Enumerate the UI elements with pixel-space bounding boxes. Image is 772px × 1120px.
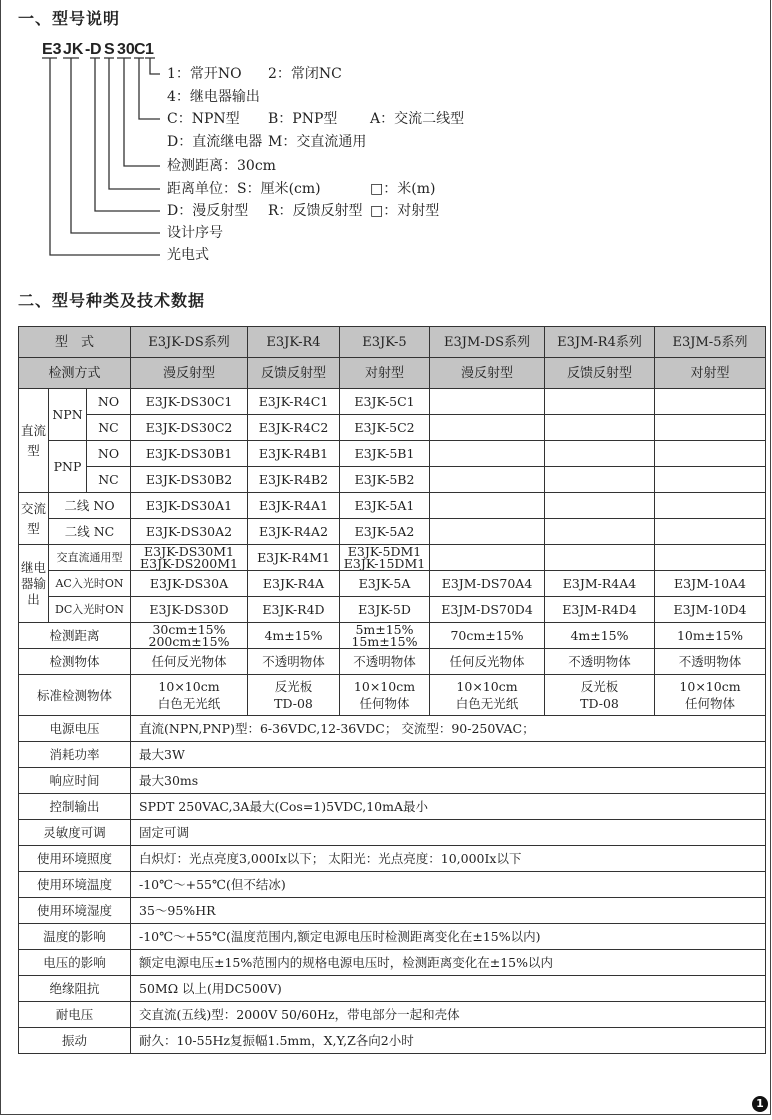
method-row xyxy=(19,358,766,389)
table-cell: 10×10cm 白色无光纸 xyxy=(430,675,545,716)
table-cell xyxy=(545,441,655,467)
table-cell: 不透明物体 xyxy=(655,649,766,675)
table-cell: NO xyxy=(87,389,131,415)
model-code-description: D：直流继电器 xyxy=(167,134,263,150)
table-cell: 标准检测物体 xyxy=(19,675,131,716)
spec-label: 电源电压 xyxy=(19,716,131,742)
table-cell xyxy=(545,493,655,519)
table-cell: 30cm±15% 200cm±15% xyxy=(131,623,248,649)
column-header: 对射型 xyxy=(340,358,430,389)
model-code-segment: 30 xyxy=(117,41,135,58)
table-cell: E3JK-R4C2 xyxy=(248,415,340,441)
spec-value: 最大3W xyxy=(131,742,766,768)
table-row xyxy=(19,415,766,441)
table-cell: E3JM-DS70D4 xyxy=(430,597,545,623)
table-row xyxy=(19,571,766,597)
table-cell: E3JK-5A xyxy=(340,571,430,597)
table-cell xyxy=(655,545,766,571)
column-header: 检测方式 xyxy=(19,358,131,389)
column-header: E3JM-5系列 xyxy=(655,327,766,358)
spec-label: 耐电压 xyxy=(19,1002,131,1028)
table-row xyxy=(19,820,766,846)
spec-value: -10℃～+55℃(温度范围内,额定电源电压时检测距离变化在±15%以内) xyxy=(131,924,766,950)
model-code-description: □：对射型 xyxy=(370,203,440,219)
table-row xyxy=(19,1002,766,1028)
table-cell: E3JK-R4C1 xyxy=(248,389,340,415)
table-cell: E3JK-5C1 xyxy=(340,389,430,415)
table-row xyxy=(19,742,766,768)
table-row xyxy=(19,441,766,467)
table-cell: 任何反光物体 xyxy=(430,649,545,675)
spec-label: 灵敏度可调 xyxy=(19,820,131,846)
spec-table xyxy=(18,326,766,1054)
table-cell: 任何反光物体 xyxy=(131,649,248,675)
spec-value: -10℃～+55℃(但不结冰) xyxy=(131,872,766,898)
table-cell: E3JK-R4B1 xyxy=(248,441,340,467)
spec-value: 白炽灯：光点亮度3,000Ix以下； 太阳光：光点亮度：10,000Ix以下 xyxy=(131,846,766,872)
spec-value: 额定电源电压±15%范围内的规格电源电压时，检测距离变化在±15%以内 xyxy=(131,950,766,976)
header-row xyxy=(19,327,766,358)
column-header: 对射型 xyxy=(655,358,766,389)
model-code-description: 4：继电器输出 xyxy=(167,89,260,105)
group-label-pnp: PNP xyxy=(49,441,87,493)
spec-value: 耐久：10-55Hz复振幅1.5mm，X,Y,Z各向2小时 xyxy=(131,1028,766,1054)
group-label-ac: 交流型 xyxy=(19,493,49,545)
table-row xyxy=(19,794,766,820)
model-code-segment: 1 xyxy=(145,41,154,58)
table-row xyxy=(19,649,766,675)
table-cell: E3JK-5A1 xyxy=(340,493,430,519)
spec-value: 50MΩ 以上(用DC500V) xyxy=(131,976,766,1002)
table-cell: 10m±15% xyxy=(655,623,766,649)
column-header: 反馈反射型 xyxy=(248,358,340,389)
table-cell: E3JK-5B2 xyxy=(340,467,430,493)
spec-value: SPDT 250VAC,3A最大(Cos=1)5VDC,10mA最小 xyxy=(131,794,766,820)
spec-label: 响应时间 xyxy=(19,768,131,794)
table-cell xyxy=(430,389,545,415)
table-row xyxy=(19,597,766,623)
model-code-segment: E3 xyxy=(42,41,62,58)
table-cell: 二线 NO xyxy=(49,493,131,519)
table-cell xyxy=(655,415,766,441)
model-code-description: M：交直流通用 xyxy=(268,134,367,150)
table-cell xyxy=(545,389,655,415)
table-cell: DC入光时ON xyxy=(49,597,131,623)
model-code-description: D：漫反射型 xyxy=(167,203,249,219)
table-cell: E3JK-DS30D xyxy=(131,597,248,623)
table-cell xyxy=(655,389,766,415)
table-cell xyxy=(430,519,545,545)
spec-label: 绝缘阻抗 xyxy=(19,976,131,1002)
table-row xyxy=(19,1028,766,1054)
spec-label: 温度的影响 xyxy=(19,924,131,950)
spec-label: 使用环境湿度 xyxy=(19,898,131,924)
table-cell: 4m±15% xyxy=(248,623,340,649)
table-cell: 70cm±15% xyxy=(430,623,545,649)
table-cell: E3JK-R4A xyxy=(248,571,340,597)
table-cell xyxy=(655,441,766,467)
section-title-model: 一、型号说明 xyxy=(18,9,121,28)
table-cell xyxy=(545,415,655,441)
table-cell: E3JK-R4A1 xyxy=(248,493,340,519)
spec-label: 电压的影响 xyxy=(19,950,131,976)
table-row xyxy=(19,467,766,493)
table-cell: E3JK-DS30B2 xyxy=(131,467,248,493)
spec-label: 控制输出 xyxy=(19,794,131,820)
model-code-description: A：交流二线型 xyxy=(370,111,465,127)
spec-label: 使用环境温度 xyxy=(19,872,131,898)
model-code-segment: JK xyxy=(63,41,84,58)
table-cell xyxy=(430,493,545,519)
spec-value: 固定可调 xyxy=(131,820,766,846)
table-cell: E3JK-DS30B1 xyxy=(131,441,248,467)
table-cell: E3JM-10A4 xyxy=(655,571,766,597)
table-row xyxy=(19,924,766,950)
model-code-segment: - xyxy=(85,41,91,58)
model-code-description: 检测距离：30cm xyxy=(167,158,276,174)
table-cell: E3JK-5D xyxy=(340,597,430,623)
table-cell xyxy=(655,467,766,493)
spec-label: 消耗功率 xyxy=(19,742,131,768)
model-code-description: B：PNP型 xyxy=(268,111,338,127)
table-cell: E3JK-DS30C1 xyxy=(131,389,248,415)
table-cell: E3JM-R4D4 xyxy=(545,597,655,623)
table-row xyxy=(19,976,766,1002)
spec-value: 交直流(五线)型：2000V 50/60Hz，带电部分一起和壳体 xyxy=(131,1002,766,1028)
table-cell xyxy=(430,415,545,441)
model-code-segment: S xyxy=(104,41,115,58)
column-header: E3JM-R4系列 xyxy=(545,327,655,358)
table-cell: 交直流通用型 xyxy=(49,545,131,571)
table-cell xyxy=(430,467,545,493)
table-cell xyxy=(655,493,766,519)
group-label-npn: NPN xyxy=(49,389,87,441)
column-header: 型 式 xyxy=(19,327,131,358)
table-cell: 10×10cm 任何物体 xyxy=(340,675,430,716)
table-cell: E3JK-DS30M1 E3JK-DS200M1 xyxy=(131,545,248,571)
table-row xyxy=(19,623,766,649)
model-code-segment: C xyxy=(134,41,146,58)
table-cell: 反光板 TD-08 xyxy=(545,675,655,716)
table-cell: E3JK-R4D xyxy=(248,597,340,623)
spec-value: 35～95%HR xyxy=(131,898,766,924)
table-cell: 检测距离 xyxy=(19,623,131,649)
model-code-description: 距离单位：S：厘米(cm) xyxy=(167,181,321,197)
column-header: 漫反射型 xyxy=(131,358,248,389)
table-cell xyxy=(545,545,655,571)
table-cell: 5m±15% 15m±15% xyxy=(340,623,430,649)
table-cell: E3JK-5A2 xyxy=(340,519,430,545)
model-code-description: 2：常闭NC xyxy=(268,66,342,82)
table-row xyxy=(19,716,766,742)
model-code-description: □：米(m) xyxy=(370,181,436,197)
spec-label: 使用环境照度 xyxy=(19,846,131,872)
table-cell: 4m±15% xyxy=(545,623,655,649)
table-cell: 10×10cm 白色无光纸 xyxy=(131,675,248,716)
table-cell: 不透明物体 xyxy=(340,649,430,675)
group-label-dc: 直流型 xyxy=(19,389,49,493)
column-header: E3JK-5 xyxy=(340,327,430,358)
table-cell: AC入光时ON xyxy=(49,571,131,597)
table-cell xyxy=(545,519,655,545)
page-number: 1 xyxy=(752,1096,768,1112)
table-cell: E3JK-5C2 xyxy=(340,415,430,441)
model-code-description: 设计序号 xyxy=(167,225,223,241)
table-row xyxy=(19,872,766,898)
table-cell: 10×10cm 任何物体 xyxy=(655,675,766,716)
table-cell: 不透明物体 xyxy=(545,649,655,675)
group-label-relay: 继电器输出 xyxy=(19,545,49,623)
column-header: E3JM-DS系列 xyxy=(430,327,545,358)
table-row xyxy=(19,950,766,976)
column-header: E3JK-DS系列 xyxy=(131,327,248,358)
table-row xyxy=(19,846,766,872)
model-code-description: 光电式 xyxy=(167,247,209,263)
table-cell xyxy=(430,441,545,467)
section-title-specs: 二、型号种类及技术数据 xyxy=(18,291,206,310)
table-row xyxy=(19,493,766,519)
table-cell: 不透明物体 xyxy=(248,649,340,675)
table-cell: E3JK-DS30A2 xyxy=(131,519,248,545)
table-cell: E3JM-R4A4 xyxy=(545,571,655,597)
table-row xyxy=(19,768,766,794)
spec-value: 直流(NPN,PNP)型：6-36VDC,12-36VDC； 交流型：90-250VAC； xyxy=(131,716,766,742)
table-row xyxy=(19,519,766,545)
column-header: 反馈反射型 xyxy=(545,358,655,389)
model-code-segment: D xyxy=(90,41,102,58)
table-cell xyxy=(655,519,766,545)
model-code-tree-lines xyxy=(0,0,772,280)
table-cell: NC xyxy=(87,467,131,493)
spec-value: 最大30ms xyxy=(131,768,766,794)
table-cell: NC xyxy=(87,415,131,441)
table-cell: E3JK-DS30C2 xyxy=(131,415,248,441)
column-header: 漫反射型 xyxy=(430,358,545,389)
table-cell: E3JK-5DM1 E3JK-15DM1 xyxy=(340,545,430,571)
table-cell: E3JM-DS70A4 xyxy=(430,571,545,597)
model-code-description: C：NPN型 xyxy=(167,111,240,127)
table-cell: E3JK-5B1 xyxy=(340,441,430,467)
table-row xyxy=(19,675,766,716)
table-cell xyxy=(545,467,655,493)
table-cell: E3JK-DS30A1 xyxy=(131,493,248,519)
table-cell: E3JK-DS30A xyxy=(131,571,248,597)
column-header: E3JK-R4 xyxy=(248,327,340,358)
model-code-description: R：反馈反射型 xyxy=(268,203,363,219)
table-cell: E3JK-R4B2 xyxy=(248,467,340,493)
table-cell: 检测物体 xyxy=(19,649,131,675)
table-cell xyxy=(430,545,545,571)
spec-label: 振动 xyxy=(19,1028,131,1054)
table-cell: 二线 NC xyxy=(49,519,131,545)
table-cell: E3JK-R4A2 xyxy=(248,519,340,545)
table-cell: E3JM-10D4 xyxy=(655,597,766,623)
table-cell: E3JK-R4M1 xyxy=(248,545,340,571)
table-row xyxy=(19,389,766,415)
table-row xyxy=(19,898,766,924)
table-cell: 反光板 TD-08 xyxy=(248,675,340,716)
table-cell: NO xyxy=(87,441,131,467)
table-row xyxy=(19,545,766,571)
model-code-description: 1：常开NO xyxy=(167,66,242,82)
